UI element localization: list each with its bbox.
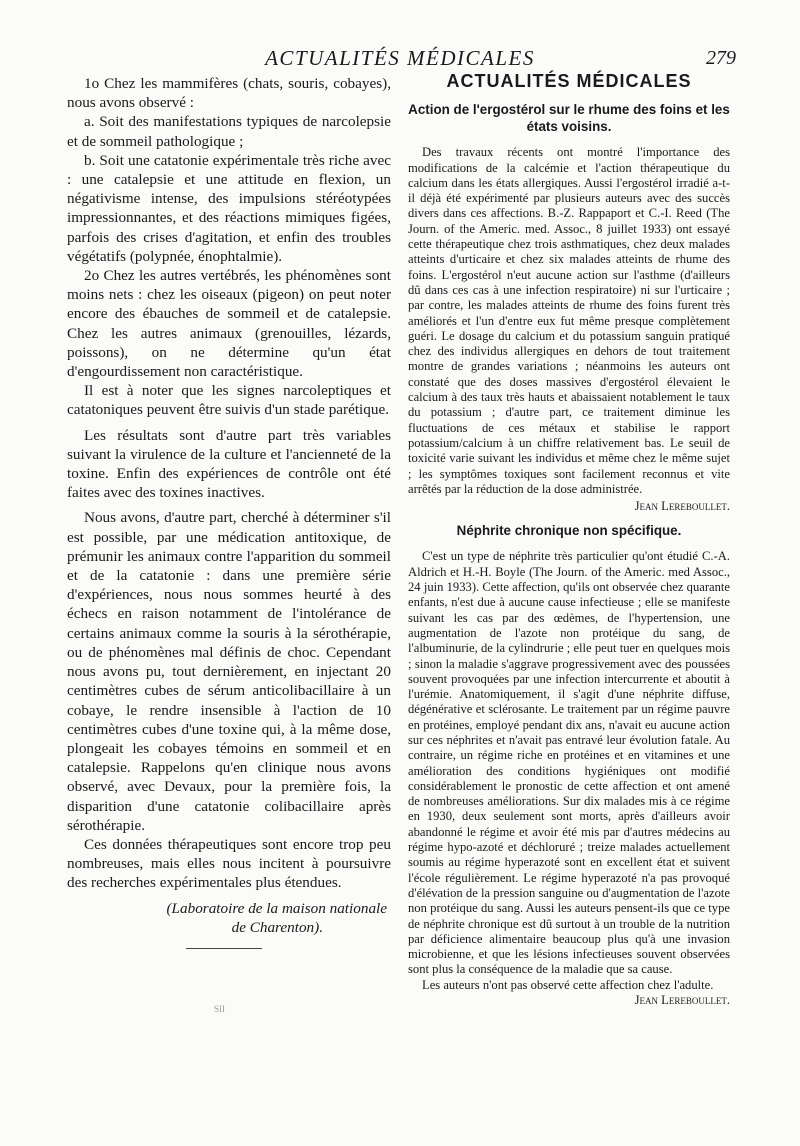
laboratory-credit	[67, 899, 391, 937]
paragraph: Les résultats sont d'autre part très variables suivant la virulence de la culture et l'ancienneté de la toxine. Enfin des expériences de contrôle ont été faites avec des toxines inactives.	[67, 426, 391, 502]
article-title: Action de l'ergostérol sur le rhume des foins et les états voisins.	[408, 102, 730, 135]
article-signature: Jean Lereboullet.	[634, 499, 730, 514]
article-closing	[408, 977, 730, 1008]
paragraph: Ces données thérapeutiques sont encore trop peu nombreuses, mais elles nous incitent à poursuivre des recherches expérimentales plus étendues.	[67, 835, 391, 892]
left-column	[67, 74, 391, 937]
faint-mark: SII	[214, 1004, 225, 1014]
article-body: C'est un type de néphrite très particulier qu'ont étudié C.-A. Aldrich et H.-H. Boyle (The Journ. of the Americ. med Assoc., 24 juin 1933). Cette affection, qu'ils ont observée chez quarante enfants, n'est due à aucune cause infectieuse ; elle se manifeste suivant les cas par des œdèmes, de l'hypertension, une augmentation de l'azote non protéique du sang, de l'albuminurie, de la cylindrurie ; elle peut tuer en quelques mois ; sinon la maladie s'aggrave progressivement avec des poussées souvent provoquées par une infection intercurrente et aboutit à l'urémie. Anatomiquement, il s'agit d'une néphrite diffuse, dégénérative et sclérosante. Le traitement par un régime pauvre en protéines, employé pendant dix ans, n'avait eu aucune action sur ces néphrites et n'avait pas entravé leur évolution fatale. Au contraire, un régime riche en protéines et en vitamines et une amélioration des conditions hygiéniques ont modifié considérablement le pronostic de cette affection et ont amené de nombreuses améliorations. Sur dix malades mis à ce régime en 1930, deux seulement sont morts, après d'ailleurs avoir abandonné le régime et avoir été mis par d'autres médecins au régime hypo-azoté et déchloruré ; treize malades actuellement soumis au régime hyperazoté sont en excellent état et suivent l'école régulièrement. Le régime hyperazoté n'a pas provoqué d'élévation de la pression sanguine ou d'augmentation de l'azote non protéique du sang. Aussi les auteurs pensent-ils que ce type de néphrite chronique est dû surtout à un trouble de la nutrition par déficience alimentaire beaucoup plus qu'à une invasion microbienne, et que les lésions infectieuses souvent observées sont plus la conséquence de la maladie que sa cause.	[408, 549, 730, 977]
article-title: Néphrite chronique non spécifique.	[456, 523, 682, 539]
article-closing-text: Les auteurs n'ont pas observé cette affection chez l'adulte.	[422, 977, 714, 992]
page-number: 279	[706, 47, 736, 69]
paragraph: 1o Chez les mammifères (chats, souris, cobayes), nous avons observé :	[67, 75, 391, 112]
laboratory-credit-line: (Laboratoire de la maison nationale	[166, 899, 387, 917]
end-rule	[186, 948, 262, 949]
paragraph: Nous avons, d'autre part, cherché à déterminer s'il est possible, par une médication antitoxique, de prémunir les animaux contre l'apparition du sommeil et de la catatonie : dans une première série d'expériences, nous nous sommes heurté à des échecs en raison notamment de l'intolérance de certains animaux comme la souris à la sérothérapie, ou de phénomènes mal définis de choc. Cependant nous avons pu, tout dernièrement, en injectant 20 centimètres cubes de sérum anticolibacillaire à un cobaye, le rendre insensible à l'action de 10 centimètres cubes d'une toxine qui, à la même dose, plongeait les cobayes témoins en sommeil et en catalepsie. Rappelons qu'en clinique nous avons observé, avec Devaux, pour la première fois, la disparition d'une catatonie colibacillaire après sérothérapie.	[67, 509, 391, 834]
right-column	[408, 71, 730, 1008]
paragraph: b. Soit une catatonie expérimentale très riche avec : une catalepsie et une attitude en flexion, un négativisme intense, des impulsions stéréotypées impressionnantes, et des réactions mimiques figées, parfois des crises d'agitation, et enfin des troubles végétatifs (polypnée, énophtalmie).	[67, 151, 391, 265]
paragraph: Il est à noter que les signes narcoleptiques et catatoniques peuvent être suivis d'un stade parétique.	[67, 382, 391, 419]
paragraph: a. Soit des manifestations typiques de narcolepsie et de sommeil pathologique ;	[67, 113, 391, 150]
paragraph: 2o Chez les autres vertébrés, les phénomènes sont moins nets : chez les oiseaux (pigeon) on peut noter encore des ébauches de sommeil et de catalepsie. Chez les autres animaux (grenouilles, lézards, poissons), on ne détermine qu'un état d'engourdissement non caractéristique.	[67, 267, 391, 381]
running-title: ACTUALITÉS MÉDICALES	[265, 46, 535, 70]
article-body: Des travaux récents ont montré l'importance des modifications de la calcémie et l'action thérapeutique du calcium dans les états allergiques. Aussi l'ergostérol irradié a-t-il déjà été expérimenté par plusieurs auteurs avec des succès divers dans ces affections. B.-Z. Rappaport et C.-I. Reed (The Journ. of the Americ. med. Assoc., 8 juillet 1933) ont essayé cette thérapeutique chez trois asthmatiques, chez deux malades atteints d'urticaire et chez six malades atteints de rhume des foins. L'ergostérol n'eut aucune action sur l'asthme (d'ailleurs dû dans ces cas à une infection respiratoire) ni sur l'urticaire ; par contre, les malades atteints de rhume des foins furent très améliorés et l'un d'entre eux fut même presque complètement guéri. Le dosage du calcium et du potassium sanguin pratiqué chez des individus allergiques en dehors de tout traitement montre de grandes variations ; néanmoins les auteurs ont constaté que des doses massives d'ergostérol élevaient le calcium à des taux très hauts et abaissaient notablement le taux du potassium ; d'autre part, ce traitement diminue les fluctuations de ces métaux et stabilise le rapport potassium/calcium à un chiffre relativement bas. Le seuil de toxicité varie suivant les individus et même chez le même sujet ; les symptômes toxiques sont facilement reconnus et vite arrêtés par la réduction de la dose administrée.	[408, 145, 730, 496]
article-signature: Jean Lereboullet.	[634, 993, 730, 1008]
section-title: ACTUALITÉS MÉDICALES	[446, 71, 692, 91]
laboratory-credit-line: de Charenton).	[231, 918, 323, 936]
